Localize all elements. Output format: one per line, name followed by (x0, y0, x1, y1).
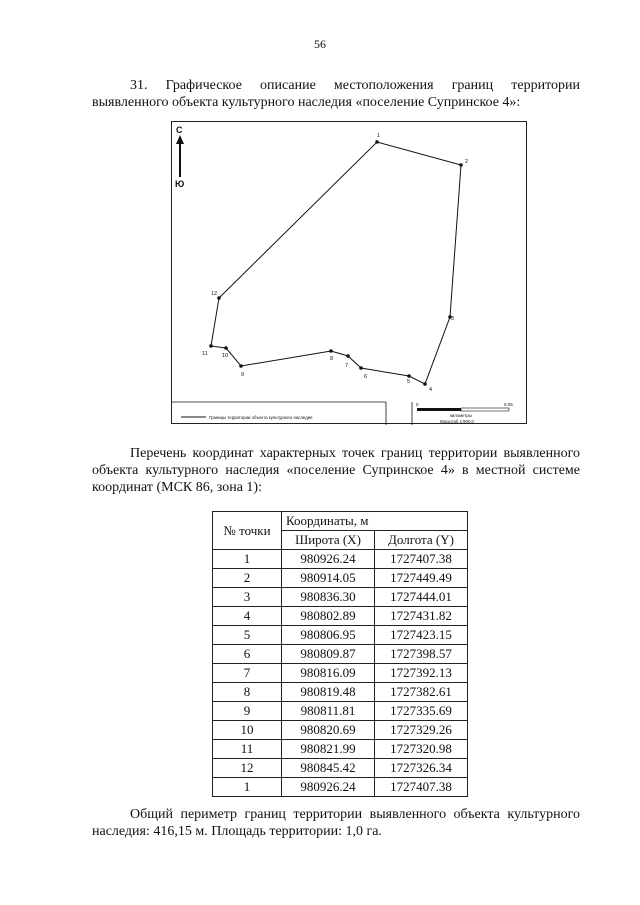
boundary-polygon (211, 142, 461, 384)
cell-longitude: 1727431.82 (375, 607, 468, 626)
table-row (213, 550, 468, 569)
table-row (213, 588, 468, 607)
cell-longitude: 1727444.01 (375, 588, 468, 607)
cell-point-number: 2 (213, 569, 282, 588)
cell-longitude: 1727423.15 (375, 626, 468, 645)
cell-latitude: 980926.24 (282, 778, 375, 797)
boundary-point (224, 346, 228, 350)
boundary-point (239, 364, 243, 368)
page-number: 56 (314, 37, 326, 51)
cell-latitude: 980845.42 (282, 759, 375, 778)
cell-longitude: 1727407.38 (375, 550, 468, 569)
cell-latitude: 980802.89 (282, 607, 375, 626)
cell-longitude: 1727407.38 (375, 778, 468, 797)
cell-latitude: 980806.95 (282, 626, 375, 645)
cell-longitude: 1727335.69 (375, 702, 468, 721)
cell-longitude: 1727382.61 (375, 683, 468, 702)
boundary-point (217, 296, 221, 300)
scale-ratio-label: Масштаб 1:900.0 (440, 419, 474, 424)
south-label: Ю (175, 179, 185, 189)
boundary-point-label: 6 (364, 374, 368, 380)
scale-end-label: 0.05 (504, 402, 513, 407)
table-row (213, 740, 468, 759)
cell-latitude: 980836.30 (282, 588, 375, 607)
cell-latitude: 980816.09 (282, 664, 375, 683)
boundary-point (407, 374, 411, 378)
cell-point-number: 12 (213, 759, 282, 778)
section-heading: 31. Графическое описание местоположения границ территории выявленного объекта культурного наследия «поселение Супринское 4»: (92, 78, 580, 110)
boundary-point-label: 1 (377, 133, 381, 139)
table-row (213, 645, 468, 664)
boundary-point (209, 344, 213, 348)
boundary-point-label: 10 (222, 353, 229, 359)
cell-point-number: 6 (213, 645, 282, 664)
cell-longitude: 1727449.49 (375, 569, 468, 588)
cell-point-number: 1 (213, 778, 282, 797)
boundary-point (459, 163, 463, 167)
cell-latitude: 980820.69 (282, 721, 375, 740)
boundary-point (359, 366, 363, 370)
north-arrow-icon (176, 135, 184, 144)
boundary-point-label: 8 (330, 356, 334, 362)
table-row (213, 607, 468, 626)
scale-bar-dark (417, 408, 461, 411)
scale-unit-label: километры (450, 413, 472, 418)
header-coordinates: Координаты, м (282, 512, 468, 531)
cell-latitude: 980811.81 (282, 702, 375, 721)
coordinates-intro: Перечень координат характерных точек границ территории выявленного объекта культурного наследия «поселение Супринское 4» в местной системе координат (МСК 86, зона 1): (92, 446, 580, 495)
cell-point-number: 3 (213, 588, 282, 607)
cell-longitude: 1727398.57 (375, 645, 468, 664)
boundary-point-label: 9 (241, 372, 245, 378)
cell-latitude: 980819.48 (282, 683, 375, 702)
table-row (213, 664, 468, 683)
cell-latitude: 980809.87 (282, 645, 375, 664)
table-row (213, 778, 468, 797)
cell-point-number: 4 (213, 607, 282, 626)
boundary-point (329, 349, 333, 353)
boundary-point (375, 140, 379, 144)
cell-point-number: 7 (213, 664, 282, 683)
cell-latitude: 980914.05 (282, 569, 375, 588)
boundary-point-label: 12 (211, 291, 218, 297)
scale-zero-label: 0 (416, 402, 419, 407)
cell-point-number: 9 (213, 702, 282, 721)
cell-longitude: 1727326.34 (375, 759, 468, 778)
cell-latitude: 980821.99 (282, 740, 375, 759)
scale-bar-light (461, 408, 509, 411)
boundary-point (423, 382, 427, 386)
boundary-point-label: 7 (345, 363, 349, 369)
cell-point-number: 11 (213, 740, 282, 759)
header-latitude: Широта (X) (282, 531, 375, 550)
boundary-point (346, 354, 350, 358)
cell-latitude: 980926.24 (282, 550, 375, 569)
table-row (213, 683, 468, 702)
perimeter-summary: Общий периметр границ территории выявленного объекта культурного наследия: 416,15 м. Площадь территории: 1,0 га. (92, 807, 580, 839)
cell-longitude: 1727329.26 (375, 721, 468, 740)
north-label: С (176, 125, 183, 135)
boundary-point-label: 3 (451, 316, 455, 322)
table-row (213, 626, 468, 645)
table-row (213, 759, 468, 778)
boundary-map (171, 121, 527, 424)
boundary-map-svg (172, 122, 528, 425)
cell-point-number: 5 (213, 626, 282, 645)
boundary-point-label: 4 (429, 387, 433, 393)
boundary-point-label: 2 (465, 159, 469, 165)
table-row (213, 702, 468, 721)
coordinates-table (212, 511, 468, 797)
boundary-point-label: 11 (202, 351, 208, 357)
cell-point-number: 10 (213, 721, 282, 740)
table-row (213, 721, 468, 740)
legend-text: Границы территории объекта культурного наследия (209, 415, 313, 420)
cell-longitude: 1727320.98 (375, 740, 468, 759)
cell-point-number: 1 (213, 550, 282, 569)
boundary-point-label: 5 (407, 379, 411, 385)
coordinates-table-wrap (212, 511, 468, 797)
table-row (213, 569, 468, 588)
cell-longitude: 1727392.13 (375, 664, 468, 683)
header-longitude: Долгота (Y) (375, 531, 468, 550)
coordinates-table-body (213, 550, 468, 797)
header-point-number: № точки (213, 512, 282, 550)
cell-point-number: 8 (213, 683, 282, 702)
